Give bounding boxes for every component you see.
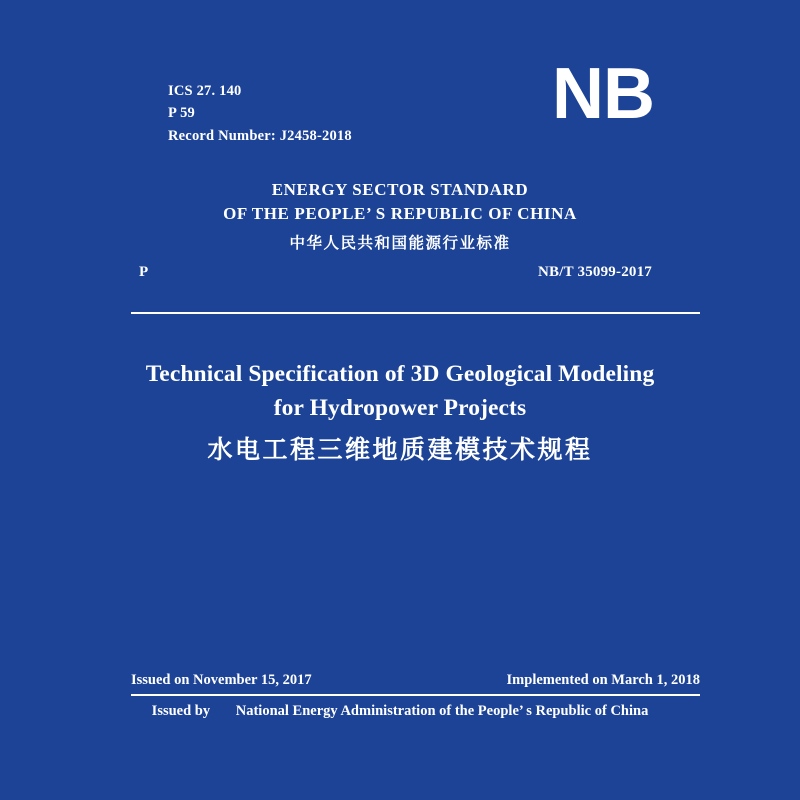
classification-code: P	[139, 264, 149, 280]
dates-row	[131, 672, 700, 689]
issued-on-date: Issued on November 15, 2017	[131, 672, 312, 688]
standard-english-line-1: ENERGY SECTOR STANDARD	[271, 180, 529, 199]
issued-by-label: Issued by	[151, 703, 211, 719]
nb-logo: NB	[552, 54, 654, 134]
document-title-chinese: 水电工程三维地质建模技术规程	[207, 435, 593, 464]
divider-top	[131, 312, 700, 314]
record-number: Record Number: J2458-2018	[168, 127, 352, 144]
divider-bottom	[131, 694, 700, 696]
issuing-organization: National Energy Administration of the People’ s Republic of China	[235, 703, 649, 719]
implemented-on-date: Implemented on March 1, 2018	[506, 672, 700, 688]
p-code: P 59	[168, 105, 195, 122]
document-title-english	[70, 358, 730, 425]
standard-english-line-2: OF THE PEOPLE’ S REPUBLIC OF CHINA	[223, 204, 577, 223]
issued-by-row	[0, 703, 800, 720]
ics-code: ICS 27. 140	[168, 83, 242, 99]
standard-chinese-line: 中华人民共和国能源行业标准	[289, 234, 511, 252]
standard-number: NB/T 35099-2017	[538, 264, 652, 280]
document-title-english-line-2: for Hydropower Projects	[273, 394, 527, 421]
document-title-english-line-1: Technical Specification of 3D Geological Modeling	[145, 361, 655, 387]
header-codes-block	[168, 80, 352, 147]
